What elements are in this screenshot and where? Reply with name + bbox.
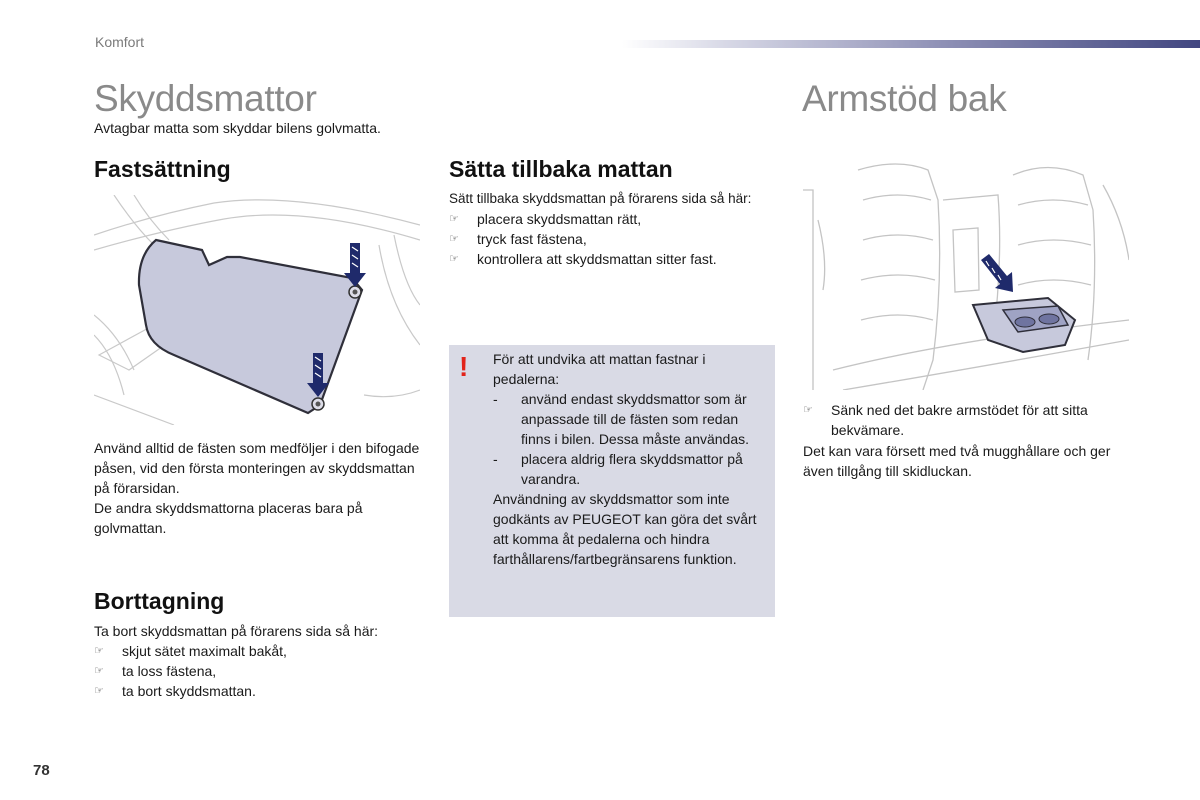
- warning-notice: [449, 345, 775, 617]
- refit-steps: [449, 209, 779, 269]
- page-number: 78: [33, 762, 50, 779]
- fastening-paragraph-1: Använd alltid de fästen som medföljer i den bifogade påsen, vid den första monteringen av skyddsmattan på förarsidan.: [94, 440, 420, 496]
- header-bar: [622, 40, 1200, 48]
- warning-intro: För att undvika att mattan fastnar i pedalerna:: [493, 351, 706, 387]
- removal-intro: Ta bort skyddsmattan på förarens sida så här:: [94, 623, 379, 639]
- list-item: ☞ kontrollera att skyddsmattan sitter fast.: [449, 251, 717, 267]
- removal-steps: [94, 641, 424, 701]
- section-label: Komfort: [95, 34, 145, 50]
- removal-heading: Borttagning: [94, 588, 225, 614]
- floor-mat-illustration: [94, 195, 420, 425]
- fastening-paragraph-2: De andra skyddsmattorna placeras bara på golvmattan.: [94, 500, 363, 536]
- press-arrow-icon: [981, 254, 1013, 292]
- list-item: - placera aldrig flera skyddsmattor på varandra.: [493, 451, 743, 487]
- pointing-hand-icon: ☞: [449, 233, 459, 245]
- list-item: ☞ Sänk ned det bakre armstödet för att sitta bekvämare.: [803, 402, 1088, 438]
- floor-mat-shape: [139, 240, 362, 413]
- pointing-hand-icon: ☞: [94, 665, 104, 677]
- pointing-hand-icon: ☞: [94, 645, 104, 657]
- warning-list: [493, 389, 763, 489]
- list-item: ☞ tryck fast fästena,: [449, 231, 587, 247]
- armrest-paragraph: Det kan vara försett med två mugghållare och ger även tillgång till skidluckan.: [803, 443, 1111, 479]
- rear-armrest-illustration: [803, 160, 1129, 390]
- armrest-steps: [803, 400, 1133, 440]
- list-item: ☞ ta loss fästena,: [94, 663, 217, 679]
- refit-heading: Sätta tillbaka mattan: [449, 156, 673, 182]
- pointing-hand-icon: ☞: [803, 404, 813, 416]
- list-item: - använd endast skyddsmattor som är anpassade till de fästen som redan finns i bilen. Dessa måste användas.: [493, 391, 750, 447]
- pointing-hand-icon: ☞: [94, 685, 104, 697]
- page-title: Skyddsmattor: [94, 78, 317, 119]
- refit-intro: Sätt tillbaka skyddsmattan på förarens sida så här:: [449, 191, 752, 206]
- fastening-heading: Fastsättning: [94, 156, 231, 182]
- pointing-hand-icon: ☞: [449, 213, 459, 225]
- intro-text: Avtagbar matta som skyddar bilens golvmatta.: [94, 120, 381, 136]
- pointing-hand-icon: ☞: [449, 253, 459, 265]
- armrest-title: Armstöd bak: [802, 78, 1007, 119]
- list-item: ☞ placera skyddsmattan rätt,: [449, 211, 642, 227]
- list-item: ☞ skjut sätet maximalt bakåt,: [94, 643, 287, 659]
- armrest-shape: [973, 298, 1075, 352]
- list-item: ☞ ta bort skyddsmattan.: [94, 683, 256, 699]
- warning-icon: !: [459, 351, 469, 382]
- warning-outro: Användning av skyddsmattor som inte godkänts av PEUGEOT kan göra det svårt att komma åt pedalerna och hindra farthållarens/fartbegränsarens funktion.: [493, 491, 757, 567]
